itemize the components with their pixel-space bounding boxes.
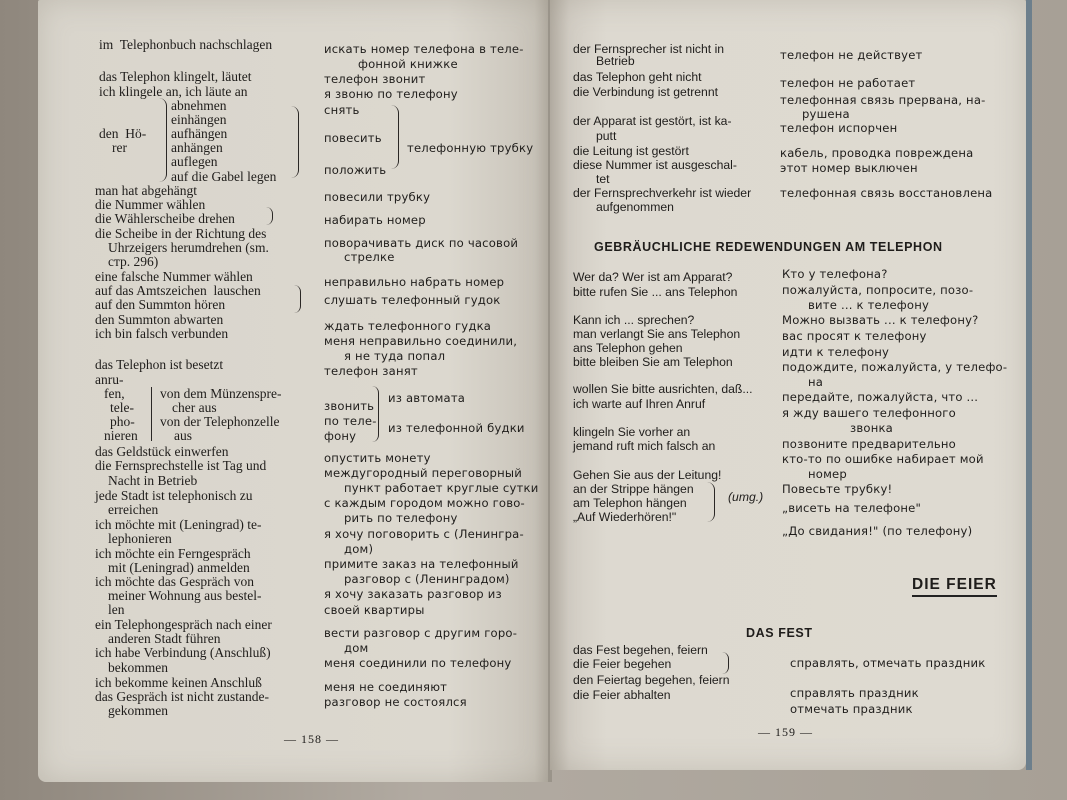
text-line: ich bin falsch verbunden	[95, 326, 229, 341]
text-line: подождите, пожалуйста, у телефо-	[782, 360, 1008, 374]
text-line: по теле-	[324, 414, 377, 428]
text-line: из телефонной будки	[388, 421, 525, 435]
text-line: jede Stadt ist telephonisch zu	[95, 488, 253, 503]
text-line: von dem Münzenspre-	[160, 386, 282, 401]
text-line: телефонная связь восстановлена	[780, 186, 993, 200]
text-line: eine falsche Nummer wählen	[95, 269, 253, 284]
text-line: an der Strippe hängen	[573, 482, 694, 496]
text-line: я хочу поговорить с (Ленингра-	[324, 527, 524, 541]
text-line: ich bekomme keinen Anschluß	[95, 675, 262, 690]
text-line: фонной книжке	[358, 57, 458, 71]
section-heading: GEBRÄUCHLICHE REDEWENDUNGEN AM TELEPHON	[594, 240, 943, 254]
text-line: den Feiertag begehen, feiern	[573, 673, 730, 687]
text-line: rer	[112, 140, 127, 155]
text-line: aufgenommen	[596, 200, 674, 214]
text-line: den Hö-	[99, 126, 147, 141]
text-line: передайте, пожалуйста, что ...	[782, 390, 979, 404]
text-line: (umg.)	[728, 490, 764, 504]
text-line: кто-то по ошибке набирает мой	[782, 452, 984, 466]
text-line: справлять праздник	[790, 686, 919, 700]
text-line: „Auf Wiederhören!"	[573, 510, 677, 524]
brace-small	[294, 285, 301, 313]
text-line: „висеть на телефоне"	[782, 501, 922, 515]
text-line: nieren	[104, 428, 138, 443]
text-line: ich möchte das Gespräch von	[95, 574, 254, 589]
text-line: der Apparat ist gestört, ist ka-	[573, 114, 732, 128]
text-line: erreichen	[108, 502, 159, 517]
text-line: примите заказ на телефонный	[324, 557, 519, 571]
text-line: aufhängen	[171, 126, 228, 141]
text-line: die Verbindung ist getrennt	[573, 85, 718, 99]
text-line: mit (Leningrad) anmelden	[108, 560, 250, 575]
text-line: die Nummer wählen	[95, 197, 206, 212]
text-line: bitte bleiben Sie am Telephon	[573, 355, 733, 369]
text-line: die Feier abhalten	[573, 688, 671, 702]
text-line: повесить	[324, 131, 382, 145]
text-line: пункт работает круглые сутки	[344, 481, 539, 495]
text-line: die Wählerscheibe drehen	[95, 211, 235, 226]
page-number-left: — 158 —	[284, 732, 339, 746]
text-line: вас просят к телефону	[782, 329, 927, 343]
text-line: den Summton abwarten	[95, 312, 224, 327]
text-line: diese Nummer ist ausgeschal-	[573, 158, 737, 172]
text-line: von der Telephonzelle	[160, 414, 280, 429]
text-line: fen,	[104, 386, 125, 401]
text-line: неправильно набрать номер	[324, 275, 505, 289]
brace-right	[290, 106, 299, 178]
text-line: die Leitung ist gestört	[573, 144, 689, 158]
text-line: я звоню по телефону	[324, 87, 458, 101]
text-line: lephonieren	[108, 531, 172, 546]
text-line: я жду вашего телефонного	[782, 406, 956, 420]
right-page	[550, 0, 1026, 770]
text-line: номер	[808, 467, 847, 481]
text-line: am Telephon hängen	[573, 496, 687, 510]
text-line: дом	[344, 641, 369, 655]
text-line: я хочу заказать разговор из	[324, 587, 502, 601]
text-line: телефон занят	[324, 364, 418, 378]
text-line: меня не соединяют	[324, 680, 448, 694]
text-line: звонить	[324, 399, 375, 413]
text-line: Uhrzeigers herumdrehen (sm.	[108, 240, 269, 255]
brace-russian	[390, 105, 399, 169]
text-line: das Telephon geht nicht	[573, 70, 702, 84]
text-line: телефон звонит	[324, 72, 426, 86]
text-line: из автомата	[388, 391, 466, 405]
brace-left	[158, 98, 167, 182]
text-line: das Gespräch ist nicht zustande-	[95, 689, 269, 704]
text-line: стрелке	[344, 250, 395, 264]
text-line: меня неправильно соединили,	[324, 334, 518, 348]
text-line: man hat abgehängt	[95, 183, 197, 198]
text-line: своей квартиры	[324, 603, 425, 617]
text-line: фону	[324, 429, 357, 443]
text-line: auf die Gabel legen	[171, 169, 277, 184]
text-line: Betrieb	[596, 54, 635, 68]
text-line: abnehmen	[171, 98, 227, 113]
text-line: разговор с (Ленинградом)	[344, 572, 510, 586]
text-line: aus	[174, 428, 192, 443]
text-line: стр. 296)	[108, 254, 159, 269]
text-line: tet	[596, 172, 610, 186]
text-line: die Feier begehen	[573, 657, 672, 671]
text-line: дом)	[344, 542, 374, 556]
text-line: набирать номер	[324, 213, 426, 227]
text-line: anhängen	[171, 140, 223, 155]
text-line: bitte rufen Sie ... ans Telephon	[573, 285, 738, 299]
brace-phrases	[706, 482, 715, 522]
text-line: das Fest begehen, feiern	[573, 643, 708, 657]
text-line: справлять, отмечать праздник	[790, 656, 986, 670]
text-line: auf den Summton hören	[95, 297, 226, 312]
text-line: я не туда попал	[344, 349, 446, 363]
text-line: телефонная связь прервана, на-	[780, 93, 986, 107]
text-line: меня соединили по телефону	[324, 656, 512, 670]
text-line: с каждым городом можно гово-	[324, 496, 525, 510]
text-line: рушена	[802, 107, 850, 121]
text-line: звонка	[850, 421, 893, 435]
text-line: Повесьте трубку!	[782, 482, 893, 496]
text-line: Можно вызвать ... к телефону?	[782, 313, 979, 327]
text-line: искать номер телефона в теле-	[324, 42, 524, 56]
text-line: рить по телефону	[344, 511, 458, 525]
text-line: Wer da? Wer ist am Apparat?	[573, 270, 733, 284]
text-line: auf das Amtszeichen lauschen	[95, 283, 261, 298]
text-line: Kann ich ... sprechen?	[573, 313, 695, 327]
text-line: ein Telephongespräch nach einer	[95, 617, 272, 632]
text-line: das Telephon klingelt, läutet	[99, 69, 252, 84]
text-line: pho-	[110, 414, 135, 429]
page-number-right: — 159 —	[758, 725, 813, 739]
text-line: putt	[596, 129, 617, 143]
text-line: Nacht in Betrieb	[108, 473, 198, 488]
left-page	[38, 0, 550, 782]
text-line: gekommen	[108, 703, 168, 718]
text-line: ich möchte ein Ferngespräch	[95, 546, 251, 561]
text-line: die Fernsprechstelle ist Tag und	[95, 458, 267, 473]
text-line: ich warte auf Ihren Anruf	[573, 397, 706, 411]
text-line: der Fernsprechverkehr ist wieder	[573, 186, 752, 200]
brace-russian	[372, 386, 379, 442]
text-line: bekommen	[108, 660, 168, 675]
text-line: einhängen	[171, 112, 227, 127]
text-line: вите ... к телефону	[808, 298, 930, 312]
text-line: jemand ruft mich falsch an	[573, 439, 716, 453]
text-line: man verlangt Sie ans Telephon	[573, 327, 741, 341]
text-line: отмечать праздник	[790, 702, 913, 716]
text-line: anru-	[95, 372, 124, 387]
text-line: ich möchte mit (Leningrad) te-	[95, 517, 262, 532]
text-line: cher aus	[172, 400, 217, 415]
text-line: die Scheibe in der Richtung des	[95, 226, 267, 241]
text-line: klingeln Sie vorher an	[573, 425, 691, 439]
text-line: ans Telephon gehen	[573, 341, 683, 355]
text-line: телефон испорчен	[780, 121, 898, 135]
text-line: телефон не работает	[780, 76, 916, 90]
text-line: Кто у телефона?	[782, 267, 888, 281]
text-line: позвоните предварительно	[782, 437, 956, 451]
column-divider	[151, 387, 152, 441]
text-line: der Fernsprecher ist nicht in	[573, 42, 725, 56]
section-heading: DAS FEST	[746, 626, 813, 640]
text-line: поворачивать диск по часовой	[324, 236, 519, 250]
text-line: meiner Wohnung aus bestel-	[108, 588, 262, 603]
text-line: auflegen	[171, 154, 218, 169]
brace-fest	[722, 652, 729, 674]
text-line: das Telephon ist besetzt	[95, 357, 224, 372]
text-line: ich habe Verbindung (Anschluß)	[95, 645, 271, 660]
text-line: телефон не действует	[780, 48, 923, 62]
text-line: anderen Stadt führen	[108, 631, 221, 646]
brace-small	[266, 207, 273, 225]
text-line: повесили трубку	[324, 190, 431, 204]
text-line: Gehen Sie aus der Leitung!	[573, 468, 722, 482]
text-line: разговор не состоялся	[324, 695, 467, 709]
text-line: im Telephonbuch nachschlagen	[99, 37, 273, 52]
text-line: опустить монету	[324, 451, 431, 465]
chapter-heading: DIE FEIER	[912, 576, 997, 597]
text-line: телефонную трубку	[407, 141, 534, 155]
text-line: идти к телефону	[782, 345, 890, 359]
text-line: на	[808, 375, 824, 389]
text-line: снять	[324, 103, 360, 117]
text-line: кабель, проводка повреждена	[780, 146, 974, 160]
book-cover-edge	[1026, 0, 1032, 770]
text-line: wollen Sie bitte ausrichten, daß...	[573, 382, 753, 396]
text-line: этот номер выключен	[780, 161, 918, 175]
text-line: слушать телефонный гудок	[324, 293, 501, 307]
text-line: ждать телефонного гудка	[324, 319, 492, 333]
text-line: междугородный переговорный	[324, 466, 522, 480]
text-line: ich klingele an, ich läute an	[99, 84, 248, 99]
text-line: пожалуйста, попросите, позо-	[782, 283, 974, 297]
text-line: tele-	[110, 400, 134, 415]
text-line: das Geldstück einwerfen	[95, 444, 229, 459]
text-line: „До свидания!" (по телефону)	[782, 524, 973, 538]
text-line: положить	[324, 163, 387, 177]
text-line: вести разговор с другим горо-	[324, 626, 518, 640]
text-line: len	[108, 602, 125, 617]
